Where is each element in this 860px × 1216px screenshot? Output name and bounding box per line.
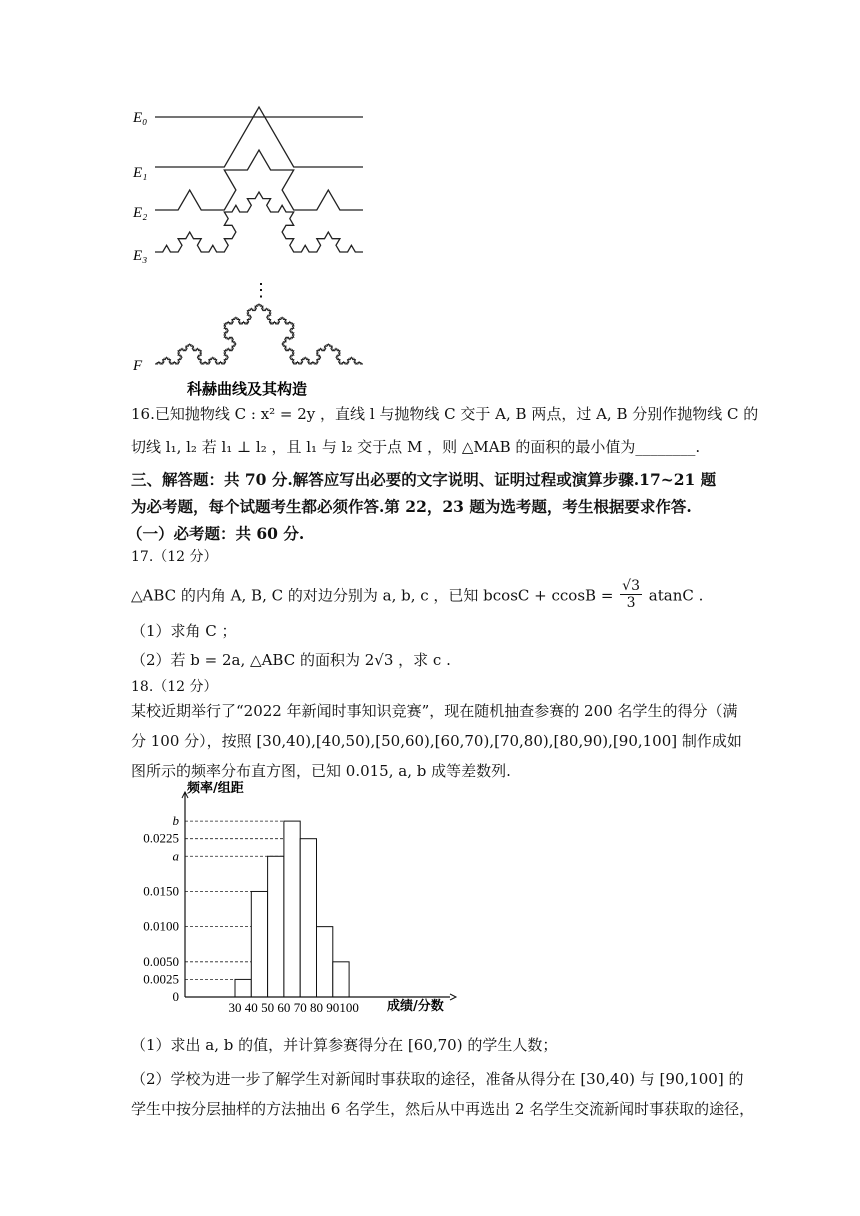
histogram-bar [284,821,300,997]
x-tick-label: 70 [293,1000,307,1015]
x-tick-label: 40 [244,1000,258,1015]
y-tick-label: 0.0025 [143,971,179,987]
y-tick-label: b [172,813,179,829]
q17-part1: （1）求角 C ； [131,622,237,640]
histogram-bar [268,856,284,997]
x-tick-label: 80 [310,1000,323,1015]
histogram-bar [300,839,316,997]
histogram-bar [251,891,267,997]
q17-frac-den: 3 [626,595,636,611]
koch-dots: ⋮ [252,280,270,300]
q17-part2: （2）若 b = 2a, △ABC 的面积为 2√3 ，求 c . [131,651,451,669]
x-tick-label: 90 [326,1000,340,1015]
q18-line1: 某校近期举行了“2022 年新闻时事知识竞赛”，现在随机抽查参赛的 200 名学生的得分（满 [131,702,738,720]
histogram-xlabel: 成绩/分数 [387,999,444,1014]
section3-line3: （一）必考题：共 60 分. [127,524,305,543]
frequency-histogram [125,778,465,1018]
q17-stem-post: atanC . [648,586,704,605]
koch-curve-e2 [155,150,363,210]
section3-line2: 为必考题，每个试题考生都必须作答.第 22，23 题为选考题，考生根据要求作答. [131,497,692,516]
q17-frac-num: √3 [622,578,640,594]
q18-head: 18.（12 分） [131,679,218,695]
q17-stem [131,580,703,613]
q16-line2: 切线 l₁, l₂ 若 l₁ ⊥ l₂ ，且 l₁ 与 l₂ 交于点 M ，则 △MAB 的面积的最小值为________. [131,438,701,456]
q18-part1: （1）求出 a, b 的值，并计算参赛得分在 [60,70) 的学生人数； [131,1036,558,1054]
koch-curve-e3 [155,192,363,252]
x-tick-label: 50 [261,1000,275,1015]
x-tick-label: 30 [228,1000,242,1015]
koch-label-e1: E₁ [133,165,148,181]
koch-curve-f [155,304,363,364]
q17-head: 17.（12 分） [131,549,218,565]
q18-line3: 图所示的频率分布直方图，已知 0.015, a, b 成等差数列. [131,762,511,780]
x-axis-arrow [450,994,456,1000]
q18-part3: 学生中按分层抽样的方法抽出 6 名学生，然后从中再选出 2 名学生交流新闻时事获取的途径， [131,1100,755,1118]
koch-caption: 科赫曲线及其构造 [187,380,308,398]
q16-line1: 16.已知抛物线 C : x² = 2y ，直线 l 与抛物线 C 交于 A, B 两点，过 A, B 分别作抛物线 C 的 [131,405,759,423]
x-tick-label: 100 [339,1000,359,1015]
q18-part2: （2）学校为进一步了解学生对新闻时事获取的途径，准备从得分在 [30,40) 与 [90,100] 的 [131,1070,744,1088]
y-tick-label: 0.0225 [143,830,179,846]
y-tick-label: 0.0100 [143,918,179,934]
section3-line1: 三、解答题：共 70 分.解答应写出必要的文字说明、证明过程或演算步骤.17~21 题 [131,470,717,489]
q18-line2: 分 100 分），按照 [30,40),[40,50),[50,60),[60,70),[70,80),[80,90),[90,100] 制作成如 [131,732,742,750]
x-tick-label: 60 [277,1000,291,1015]
y-tick-label: 0 [172,989,179,1004]
koch-label-f: F [133,358,143,374]
y-tick-label: 0.0050 [143,953,179,969]
histogram-ylabel: 频率/组距 [187,781,244,796]
q17-fraction [620,578,642,611]
q17-stem-pre: △ABC 的内角 A, B, C 的对边分别为 a, b, c ，已知 bcosC + ccosB = [131,586,614,605]
y-tick-label: a [172,848,179,864]
koch-curve-e1 [155,107,363,167]
koch-label-e3: E₃ [133,248,148,264]
histogram-bar [333,962,349,997]
koch-label-e2: E₂ [133,205,148,221]
y-tick-label: 0.0150 [143,883,179,899]
koch-label-e0: E₀ [133,110,148,126]
histogram-bar [235,979,251,997]
koch-figure [125,100,375,400]
histogram-bar [317,927,333,997]
